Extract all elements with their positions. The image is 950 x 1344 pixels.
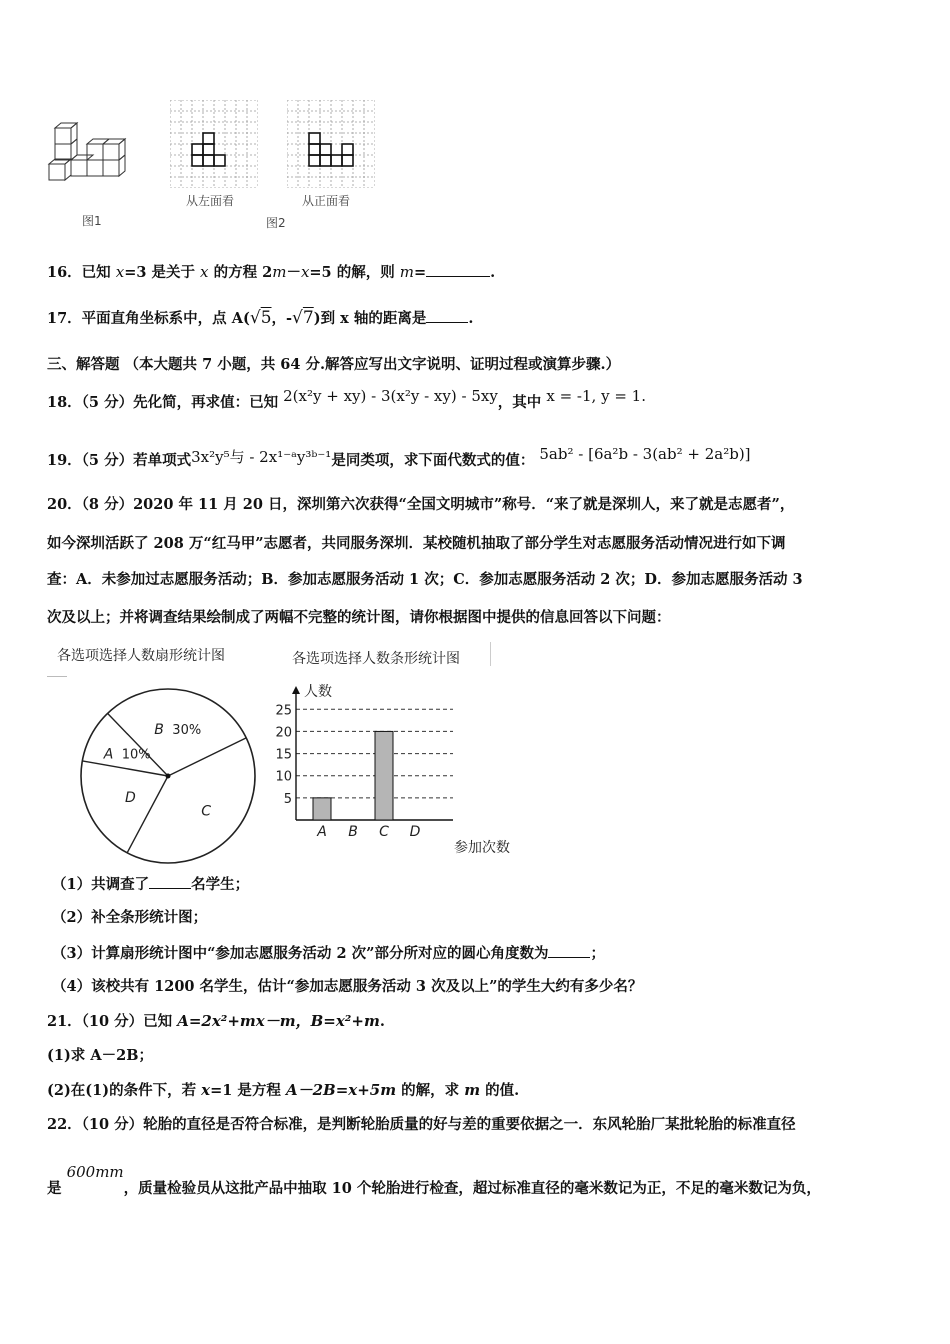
q21-text-end: . — [379, 1013, 385, 1030]
q19-text-b: 是同类项，求下面代数式的值： — [331, 452, 535, 469]
left-view-caption: 从左面看 — [186, 194, 235, 208]
pie-label-a: A — [103, 746, 114, 763]
q20-sub-3 — [52, 943, 605, 964]
q19-text-a: 19．（5 分）若单项式 — [47, 452, 192, 469]
bar-ytick-25: 25 — [275, 703, 292, 719]
front-view-grid — [287, 100, 375, 188]
pie-chart — [75, 682, 265, 872]
q17-answer-blank[interactable] — [426, 308, 468, 323]
q16-text-c: 的方程 2 — [208, 264, 273, 281]
front-view-caption: 从正面看 — [302, 194, 351, 208]
question-20-line-3: 查：A．未参加过志愿服务活动；B．参加志愿服务活动 1 次；C．参加志愿服务活动 2 次；D．参加志愿服务活动 3 — [47, 571, 803, 588]
fig1-caption: 图1 — [82, 214, 102, 228]
q17-sqrt-5: √5 — [249, 308, 272, 328]
bar-ylabel: 人数 — [304, 684, 332, 700]
q16-answer-blank[interactable] — [426, 262, 490, 277]
bar-ytick-20: 20 — [275, 725, 292, 741]
q17-text-c: )到 x 轴的距离是 — [313, 310, 427, 327]
q21-line3-text-c: 的解，求 — [396, 1082, 465, 1099]
q21-line3-text-a: (2)在(1)的条件下，若 — [47, 1082, 202, 1099]
q16-var-m2: m — [399, 263, 414, 281]
q21-definitions: A=2x²+mx－m，B=x²+m — [177, 1012, 380, 1030]
q19-monomials: 3x²y⁵与 - 2x¹⁻ᵃy³ᵇ⁻¹ — [191, 448, 332, 466]
pie-percent-b: 30% — [172, 722, 202, 738]
q17-text-end: . — [468, 310, 474, 327]
q20-sub-2: （2）补全条形统计图； — [52, 909, 208, 926]
section-3-heading: 三、解答题 （本大题共 7 小题，共 64 分.解答应写出文字说明、证明过程或演算步骤.） — [47, 356, 621, 373]
question-18 — [47, 387, 646, 413]
question-17 — [47, 308, 473, 329]
q16-text-f: = — [413, 264, 427, 281]
cube-stack-figure — [45, 118, 130, 186]
q22-text-b: ，质量检验员从这批产品中抽取 10 个轮胎进行检查，超过标准直径的毫米数记为正，不足的毫米数记为负， — [123, 1180, 821, 1197]
question-22-line-1: 22．（10 分）轮胎的直径是否符合标准，是判断轮胎质量的好与差的重要依据之一．东风轮胎厂某批轮胎的标准直径 — [47, 1116, 796, 1133]
q16-text-end: . — [490, 264, 496, 281]
pie-title-underline — [47, 676, 67, 677]
bar-xtick-d: D — [409, 824, 421, 840]
q17-root-5: 5 — [260, 308, 272, 328]
bar-y-arrow — [292, 686, 300, 694]
q21-text-a: 21．（10 分）已知 — [47, 1013, 178, 1030]
q16-var-x: x — [115, 263, 125, 281]
q18-text-a: 18．（5 分）先化简，再求值：已知 — [47, 394, 279, 411]
q20-sub-4: （4）该校共有 1200 名学生，估计“参加志愿服务活动 3 次及以上”的学生大约有多少名？ — [52, 978, 643, 995]
bar-xlabel: 参加次数 — [454, 840, 510, 856]
q18-text-b: ，其中 — [497, 394, 542, 411]
q21-equation: A－2B=x+5m — [285, 1081, 397, 1099]
q17-text-b: ，- — [271, 310, 293, 327]
bar-xtick-b: B — [348, 824, 358, 840]
q16-var-m: m — [272, 263, 287, 281]
pie-label-b: B — [154, 721, 164, 738]
bar-a — [313, 798, 331, 820]
q18-condition: x = -1, y = 1. — [546, 387, 646, 405]
question-20-line-2: 如今深圳活跃了 208 万“红马甲”志愿者，共同服务深圳．某校随机抽取了部分学生对志愿服务活动情况进行如下调 — [47, 535, 786, 552]
question-20-line-4: 次及以上；并将调查结果绘制成了两幅不完整的统计图，请你根据图中提供的信息回答以下问题： — [47, 609, 671, 626]
pie-center-dot — [166, 774, 171, 779]
q21-var-m: m — [464, 1081, 481, 1099]
pie-label-d: D — [124, 789, 136, 806]
q16-text-e: =5 的解，则 — [309, 264, 400, 281]
bar-ytick-5: 5 — [283, 791, 292, 807]
bar-title-divider — [490, 642, 491, 666]
question-22-line-2 — [47, 1163, 821, 1199]
q16-text-d: － — [286, 264, 301, 281]
bar-chart — [268, 678, 538, 858]
q17-sqrt-7: √7 — [292, 308, 314, 328]
question-20-line-1: 20．（8 分）2020 年 11 月 20 日，深圳第六次获得“全国文明城市”称号．“来了就是深圳人，来了就是志愿者”， — [47, 496, 795, 513]
q21-var-x: x — [201, 1081, 211, 1099]
left-view-grid — [170, 100, 258, 188]
q19-expression: 5ab² - [6a²b - 3(ab² + 2a²b)] — [539, 445, 751, 463]
bar-xtick-c: C — [379, 824, 389, 840]
fig2-caption: 图2 — [266, 216, 286, 230]
question-21-line-2: (1)求 A－2B； — [47, 1047, 153, 1064]
q20-sub3-blank[interactable] — [548, 943, 590, 958]
q20-sub-1 — [52, 874, 249, 895]
q21-line3-text-b: =1 是方程 — [210, 1082, 286, 1099]
q16-var-x2: x — [200, 263, 209, 281]
question-21-line-1 — [47, 1011, 385, 1032]
pie-percent-a: 10% — [121, 747, 151, 763]
q20-sub1-blank[interactable] — [149, 874, 191, 889]
q16-text-a: 16．已知 — [47, 264, 116, 281]
bar-ytick-10: 10 — [275, 769, 292, 785]
q18-expression: 2(x²y + xy) - 3(x²y - xy) - 5xy — [283, 387, 498, 405]
pie-chart-title: 各选项选择人数扇形统计图 — [57, 648, 225, 664]
q17-text-a: 17．平面直角坐标系中，点 A( — [47, 310, 250, 327]
q20-sub3-text-b: ； — [590, 945, 605, 962]
q20-sub1-text-b: 名学生； — [191, 876, 250, 893]
q17-root-7: 7 — [302, 308, 314, 328]
bar-ytick-15: 15 — [275, 747, 292, 763]
q16-text-b: =3 是关于 — [124, 264, 201, 281]
question-21-line-3 — [47, 1080, 519, 1101]
q22-text-a: 是 — [47, 1180, 62, 1197]
q20-sub1-text-a: （1）共调查了 — [52, 876, 150, 893]
q16-var-x3: x — [300, 263, 310, 281]
q22-standard-diameter: 600mm — [66, 1163, 124, 1181]
question-19 — [47, 445, 751, 471]
pie-label-c: C — [201, 803, 212, 820]
q21-line3-text-d: 的值. — [480, 1082, 520, 1099]
q20-sub3-text-a: （3）计算扇形统计图中“参加志愿服务活动 2 次”部分所对应的圆心角度数为 — [52, 945, 549, 962]
bar-chart-title: 各选项选择人数条形统计图 — [292, 651, 460, 667]
bar-xtick-a: A — [317, 824, 327, 840]
question-16 — [47, 262, 495, 283]
bar-c — [375, 731, 393, 820]
